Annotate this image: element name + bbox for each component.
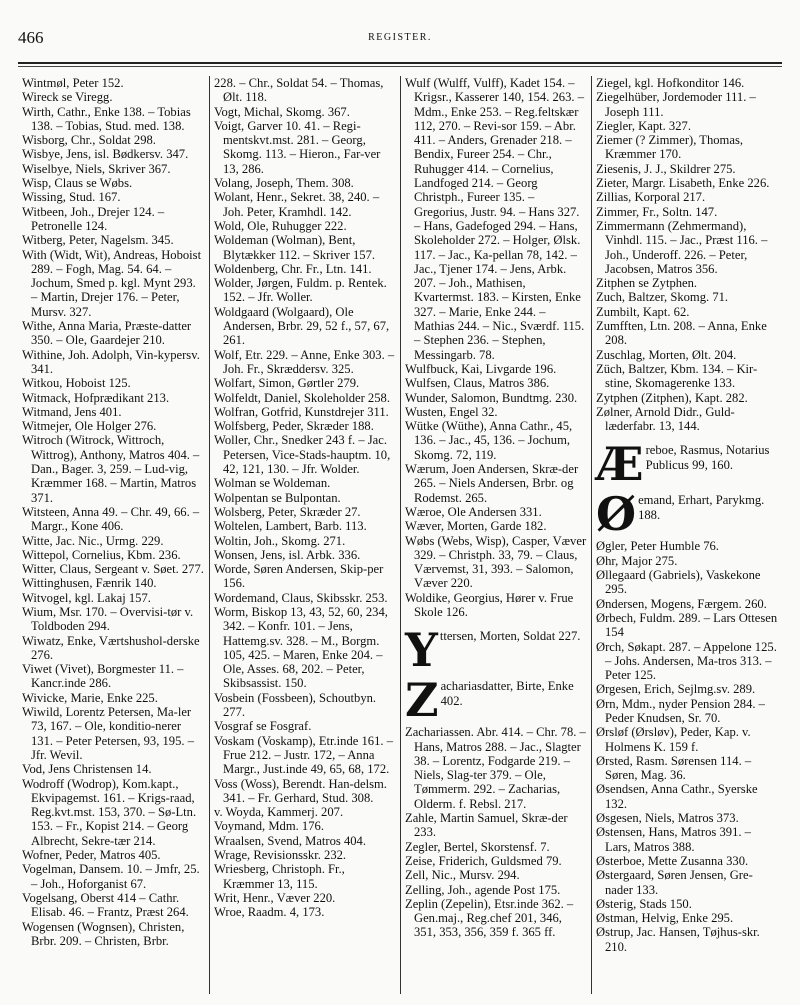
index-entry: Wireck se Viregg. (22, 90, 113, 105)
index-entry: Østerboe, Mette Zusanna 330. (596, 853, 749, 868)
index-entry: Wøbs (Webs, Wisp), Casper, Væver 329. – Christph. 33, 79. – Claus, Værvemst, 31, 393. – Salomon, Væver 220. (405, 533, 587, 591)
index-entry: Wærum, Joen Andersen, Skræ-der 265. – Niels Andersen, Brbr. og Rodemst. 265. (405, 462, 579, 505)
index-entry: Ziegel, kgl. Hofkonditor 146. (596, 76, 745, 90)
index-entry: Vogelman, Dansem. 10. – Jmfr, 25. – Joh., Hoforganist 67. (22, 862, 200, 891)
index-entry: Zitphen se Zytphen. (596, 276, 698, 291)
index-entry: Wofner, Peder, Matros 405. (22, 848, 161, 863)
index-entry: Ørn, Mdm., nyder Pension 284. – Peder Knudsen, Sr. 70. (596, 696, 765, 725)
index-entry: Ørsted, Rasm. Sørensen 114. – Søren, Mag. 36. (596, 753, 752, 783)
page-header (18, 28, 782, 50)
index-entry: Wivicke, Marie, Enke 225. (22, 690, 158, 705)
index-entry: Wrage, Revisionsskr. 232. (214, 848, 347, 863)
index-entry: Witte, Jac. Nic., Urmg. 229. (22, 533, 164, 548)
section-first-entry: reboe, Rasmus, Notarius Publicus 99, 160. (645, 443, 770, 472)
index-entry: Wittepol, Cornelius, Kbm. 236. (22, 547, 181, 562)
index-entry: Wolfran, Gotfrid, Kunstdrejer 311. (214, 404, 389, 419)
section-first-entry: achariasdatter, Birte, Enke 402. (440, 679, 574, 708)
index-entry: Zimmermann (Zehmermand), Vinhdl. 115. – Jac., Præst 116. – Joh., Underoff. 226. – Peter, Jacobsen, Matros 356. (596, 218, 768, 276)
index-entry: Zegler, Bertel, Skorstensf. 7. (405, 839, 550, 854)
index-entry: Østman, Helvig, Enke 295. (596, 911, 734, 926)
index-entry: Zachariassen. Abr. 414. – Chr. 78. – Hans, Matros 288. – Jac., Slagter 38. – Lorentz, Fodgarde 219. – Niels, Slag-ter 379. – Ole, Tømmerm. 292. – Zacharias, Olderm. f. Rebsl. 217. (405, 725, 586, 811)
index-entry: Zell, Nic., Mursv. 294. (405, 868, 520, 883)
index-entry: Woltelen, Lambert, Barb. 113. (214, 519, 367, 534)
index-entry: Wunder, Salomon, Bundtmg. 230. (405, 390, 578, 405)
index-entry: Østensen, Hans, Matros 391. – Lars, Matros 388. (596, 825, 751, 854)
index-entry: Voigt, Garver 10. 41. – Regi-mentskvt.mst. 281. – Georg, Skomg. 113. – Hieron., Far-ver 13, 286. (214, 118, 381, 176)
index-entry: Wæver, Morten, Garde 182. (405, 519, 547, 534)
index-entry: Zieter, Margr. Lisabeth, Enke 226. (596, 176, 770, 191)
index-entry: Wusten, Engel 32. (405, 404, 498, 419)
index-entry: Zølner, Arnold Didr., Guld-læderfabr. 13, 144. (596, 404, 735, 434)
index-entry: Witvogel, kgl. Lakaj 157. (22, 590, 151, 605)
index-entry: Øgler, Peter Humble 76. (596, 539, 719, 554)
index-column-3 (400, 76, 591, 994)
index-entry: Wold, Ole, Ruhugger 222. (214, 218, 347, 233)
index-entry: Ziemer (? Zimmer), Thomas, Kræmmer 170. (596, 133, 743, 162)
index-entry: Wraalsen, Svend, Matros 404. (214, 833, 366, 848)
index-entry: Voss (Woss), Berendt. Han-delsm. 341. – Fr. Gerhard, Stud. 308. (214, 776, 387, 805)
index-entry: Witter, Claus, Sergeant v. Søet. 277. (22, 562, 204, 577)
index-entry: Wolf, Etr. 229. – Anne, Enke 303. – Joh. Fr., Skræddersv. 325. (214, 347, 395, 376)
section-first-entry: ttersen, Morten, Soldat 227. (439, 629, 581, 644)
index-entry: Wodroff (Wodrop), Kom.kapt., Ekvipagemst. 161. – Krigs-raad, Reg.kvt.mst. 153, 370. – Sø-Ltn. 153. – Fr., Kopist 214. – Georg Albrecht, Sekre-tær 214. (22, 776, 197, 848)
section-ae (596, 437, 778, 492)
index-entry: Wintmøl, Peter 152. (22, 76, 124, 90)
index-entry: Zimmer, Fr., Soltn. 147. (596, 204, 718, 219)
index-entry: Wiwatz, Enke, Værtshushol-derske 276. (22, 633, 200, 662)
section-y (405, 623, 587, 678)
section-z (405, 673, 587, 728)
index-entry: Viwet (Vivet), Borgmester 11. – Kancr.inde 286. (22, 662, 184, 691)
index-entry: v. Woyda, Kammerj. 207. (214, 805, 344, 820)
index-entry: Wittinghusen, Fænrik 140. (22, 576, 157, 591)
index-entry: Züch, Baltzer, Kbm. 134. – Kir-stine, Skomagerenke 133. (596, 361, 758, 391)
index-entry: Østerig, Stads 150. (596, 896, 692, 911)
index-entry: Wroe, Raadm. 4, 173. (214, 905, 325, 920)
section-first-entry: emand, Erhart, Parykmg. 188. (638, 493, 765, 522)
index-entry: Volang, Joseph, Them. 308. (214, 176, 354, 191)
index-column-1 (18, 76, 209, 994)
section-letter-z: Z (405, 673, 439, 728)
index-entry: Withe, Anna Maria, Præste-datter 350. – Ole, Gaardejer 210. (22, 319, 192, 348)
index-entry: Wolfart, Simon, Gørtler 279. (214, 376, 360, 391)
index-entry: Woltin, Joh., Skomg. 271. (214, 533, 346, 548)
index-entry: Zelling, Joh., agende Post 175. (405, 882, 561, 897)
index-entry: Woldeman (Wolman), Bent, Blytækker 112. – Skriver 157. (214, 233, 376, 262)
index-entry: Ørch, Søkapt. 287. – Appelone 125. – Johs. Andersen, Ma-tros 313. – Peter 125. (596, 639, 777, 683)
index-entry: Wisbye, Jens, isl. Bødkersv. 347. (22, 147, 189, 162)
header-rule (18, 62, 782, 64)
index-entry: Wolsberg, Peter, Skræder 27. (214, 504, 361, 519)
index-entry: Wütke (Wüthe), Anna Cathr., 45, 136. – Jac., 45, 136. – Jochum, Skomg. 72, 119. (405, 419, 573, 462)
index-entry: Witsteen, Anna 49. – Chr. 49, 66. – Margr., Kone 406. (22, 504, 200, 534)
index-entry: Wolman se Woldeman. (214, 476, 331, 491)
index-entry: Zillias, Korporal 217. (596, 190, 706, 205)
index-entry: Zeise, Friderich, Guldsmed 79. (405, 853, 562, 868)
index-entry: Wisp, Claus se Wøbs. (22, 176, 133, 191)
index-entry: Zuschlag, Morten, Ølt. 204. (596, 347, 737, 362)
index-columns (18, 76, 782, 994)
section-letter-ae: Æ (596, 437, 644, 492)
index-entry: Øsendsen, Anna Cathr., Syerske 132. (596, 782, 758, 811)
section-oe (596, 487, 778, 542)
index-entry: Wæroe, Ole Andersen 331. (405, 504, 542, 519)
index-entry: Witroch (Witrock, Wittroch, Wittrog), Anthony, Matros 404. – Dan., Bager. 3, 259. – Lud-vig, Kræmmer 168. – Martin, Matros 371. (22, 433, 200, 505)
index-entry: Woldgaard (Wolgaard), Ole Andersen, Brbr. 29, 52 f., 57, 67, 261. (214, 304, 390, 348)
index-entry: Vod, Jens Christensen 14. (22, 762, 152, 777)
index-entry: Ørbech, Fuldm. 289. – Lars Ottesen 154 (596, 610, 778, 640)
index-entry: Wriesberg, Christoph. Fr., Kræmmer 13, 115. (214, 862, 345, 891)
index-entry: Writ, Henr., Væver 220. (214, 890, 336, 905)
index-entry: Ørgesen, Erich, Sejlmg.sv. 289. (596, 682, 756, 697)
section-letter-oe: Ø (596, 487, 637, 542)
index-entry: Østergaard, Søren Jensen, Gre-nader 133. (596, 868, 753, 897)
index-entry: Voymand, Mdm. 176. (214, 819, 324, 834)
header-rule-thin (18, 66, 782, 67)
index-entry: Witberg, Peter, Nagelsm. 345. (22, 233, 174, 248)
index-entry: Wolpentan se Bulpontan. (214, 490, 341, 505)
index-entry: Witmand, Jens 401. (22, 404, 122, 419)
index-entry: Voskam (Voskamp), Etr.inde 161. – Frue 212. – Justr. 172, – Anna Margr., Just.inde 49, 65, 68, 172. (214, 733, 393, 777)
index-entry: Zytphen (Zitphen), Kapt. 282. (596, 390, 748, 405)
index-entry: Vosbein (Fossbeen), Schoutbyn. 277. (214, 690, 377, 720)
index-entry: Wiselbye, Niels, Skriver 367. (22, 161, 171, 176)
index-entry: Wirth, Cathr., Enke 138. – Tobias 138. – Tobias, Stud. med. 138. (22, 104, 191, 133)
index-entry: Wolder, Jørgen, Fuldm. p. Rentek. 152. – Jfr. Woller. (214, 276, 387, 305)
index-entry: Wolant, Henr., Sekret. 38, 240. – Joh. Peter, Kramhdl. 142. (214, 190, 380, 219)
index-entry: Withine, Joh. Adolph, Vin-kypersv. 341. (22, 347, 200, 376)
index-entry: Woldike, Georgius, Hører v. Frue Skole 126. (405, 590, 574, 619)
running-head: REGISTER. (368, 32, 432, 43)
index-entry: Østrup, Jac. Hansen, Tøjhus-skr. 210. (596, 925, 760, 954)
index-entry: Zahle, Martin Samuel, Skræ-der 233. (405, 811, 568, 840)
page-number: 466 (18, 28, 44, 47)
index-entry: Zumbilt, Kapt. 62. (596, 304, 690, 319)
index-entry: Wordemand, Claus, Skibsskr. 253. (214, 590, 388, 605)
index-entry: Witbeen, Joh., Drejer 124. – Petronelle 124. (22, 204, 165, 233)
index-entry: Witmack, Hofprædikant 213. (22, 390, 170, 405)
index-entry: With (Widt, Wit), Andreas, Hoboist 289. – Fogh, Mag. 54. 64. – Jochum, Smed p. kgl. Mynt 293. – Martin, Drejer 176. – Peter, Mursv. 327. (22, 247, 202, 319)
index-entry: Wolfsberg, Peder, Skræder 188. (214, 419, 374, 434)
section-letter-y: Y (405, 623, 438, 678)
index-entry: Woller, Chr., Snedker 243 f. – Jac. Petersen, Vice-Stads-hauptm. 10, 42, 121, 130. – Jfr. Wolder. (214, 433, 391, 477)
index-entry: Ziegelhüber, Jordemoder 111. – Joseph 111. (596, 90, 756, 119)
index-entry: Wissing, Stud. 167. (22, 190, 121, 205)
index-entry: Zeplin (Zepelin), Etsr.inde 362. – Gen.maj., Reg.chef 201, 346, 351, 353, 356, 359 f. 365 ff. (405, 896, 574, 940)
index-entry: Ziesenis, J. J., Skildrer 275. (596, 161, 736, 176)
index-entry: Wiwild, Lorentz Petersen, Ma-ler 73, 167. – Ole, konditio-nerer 131. – Peter Petersen, 93, 195. – Jfr. Wevil. (22, 705, 194, 762)
index-entry: Wonsen, Jens, isl. Arbk. 336. (214, 547, 361, 562)
index-entry: Zumfften, Ltn. 208. – Anna, Enke 208. (596, 319, 767, 348)
index-entry: Wulf (Wulff, Vulff), Kadet 154. – Krigsr., Kasserer 140, 154. 263. – Mdm., Enke 253. – Reg.feltskær 112, 270. – Revi-sor 159. – Abr. 411. – Anders, Grenader 218. – Bendix, Fureer 254. – Chr., Ruhugger 414. – Cornelius, Landfoged 214. – Georg Christph., Fureer 135. – Gregorius, Justr. 94. – Hans 327. – Hans, Gadefoged 294. – Hans, Skoleholder 272. – Holger, Ølsk. 117. – Jac., Ka-pellan 78, 142. – Jac., Tjener 174. – Jens, Arbk. 207. – Joh., Mathisen, Kvartermst. 183. – Kirsten, Enke 327. – Marie, Enke 244. – Mathias 244. – Nic., Sværdf. 115. – Stephen 236. – Stephen, Messingarb. 78. (405, 76, 585, 362)
index-entry: Wulfsen, Claus, Matros 386. (405, 376, 550, 391)
index-entry: Worde, Søren Andersen, Skip-per 156. (214, 562, 384, 591)
index-entry: Øhr, Major 275. (596, 553, 678, 568)
index-entry: Wolfeldt, Daniel, Skoleholder 258. (214, 390, 390, 405)
index-entry: Vogt, Michal, Skomg. 367. (214, 104, 350, 119)
index-entry: Wium, Msr. 170. – Overvisi-tør v. Toldboden 294. (22, 604, 194, 634)
index-entry: Witkou, Hoboist 125. (22, 376, 131, 391)
index-column-2 (209, 76, 400, 994)
index-entry: Øllegaard (Gabriels), Vaskekone 295. (596, 568, 761, 597)
index-entry: 228. – Chr., Soldat 54. – Thomas, Ølt. 118. (214, 76, 384, 105)
index-entry: Øsgesen, Niels, Matros 373. (596, 811, 739, 826)
index-entry: Zuch, Baltzer, Skomg. 71. (596, 290, 729, 305)
index-entry: Vogelsang, Oberst 414 – Cathr. Elisab. 46. – Frantz, Præst 264. (22, 890, 189, 920)
index-column-4 (591, 76, 782, 994)
index-entry: Ørsløf (Ørsløv), Peder, Kap. v. Holmens K. 159 f. (596, 725, 751, 754)
index-entry: Ziegler, Kapt. 327. (596, 118, 691, 133)
index-entry: Worm, Biskop 13, 43, 52, 60, 234, 342. – Konfr. 101. – Jens, Hattemg.sv. 328. – M., Borgm. 105, 425. – Maren, Enke 204. – Ole, Asses. 68, 202. – Peter, Skibsassist. 150. (214, 604, 388, 691)
index-entry: Witmejer, Ole Holger 276. (22, 419, 157, 434)
index-entry: Wulfbuck, Kai, Livgarde 196. (405, 361, 557, 376)
index-entry: Wisborg, Chr., Soldat 298. (22, 133, 156, 148)
index-entry: Woldenberg, Chr. Fr., Ltn. 141. (214, 261, 372, 276)
index-entry: Wogensen (Wognsen), Christen, Brbr. 209. – Christen, Brbr. (22, 919, 185, 948)
index-entry: Vosgraf se Fosgraf. (214, 719, 312, 734)
index-entry: Øndersen, Mogens, Færgem. 260. (596, 596, 767, 611)
